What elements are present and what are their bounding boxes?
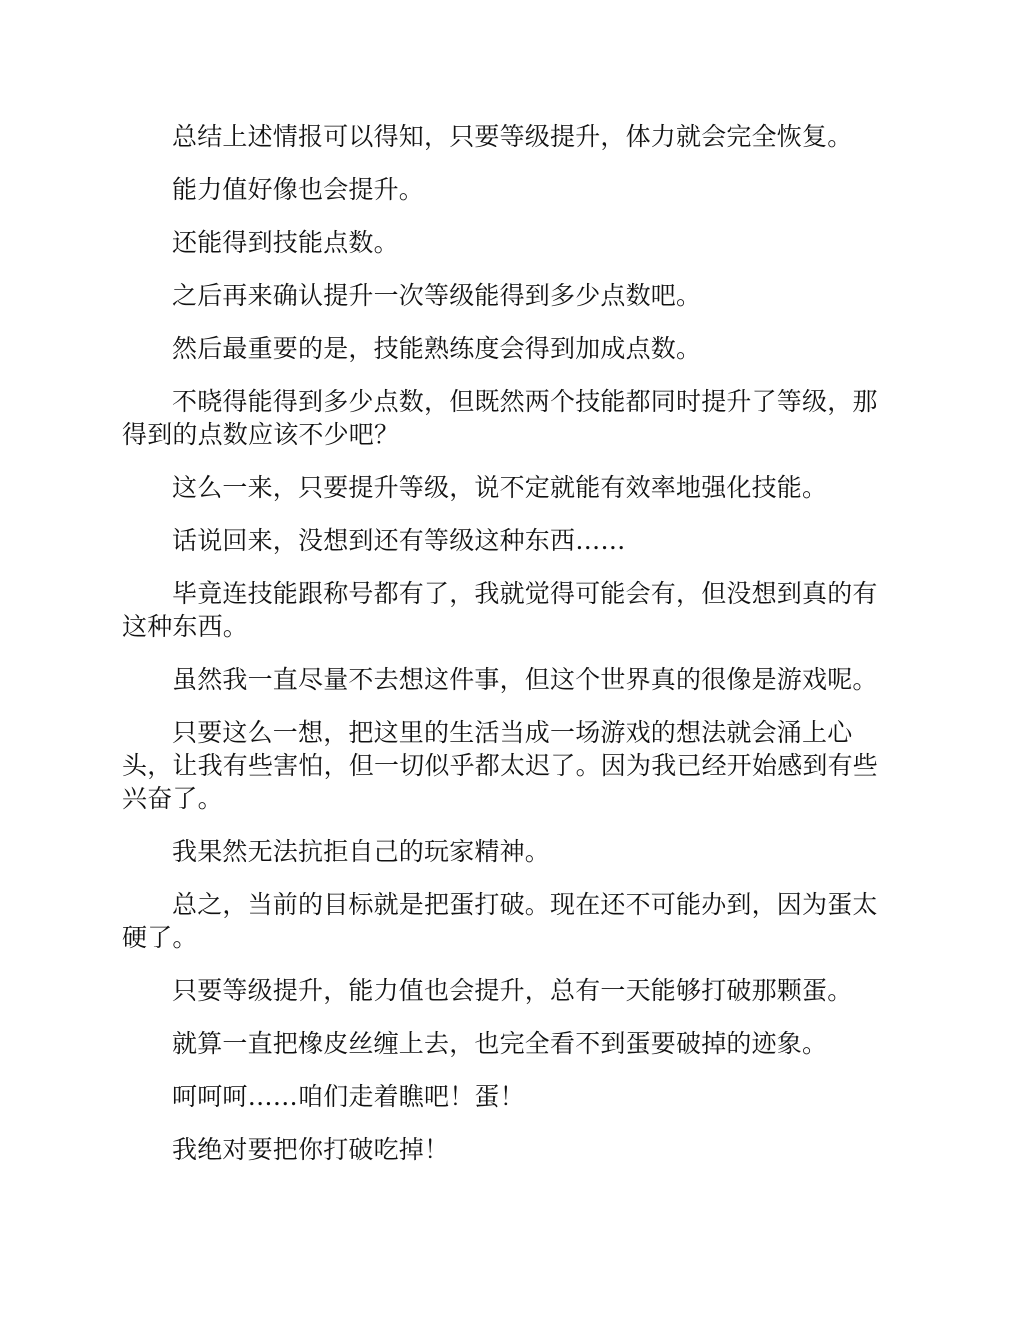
paragraph-17: 我绝对要把你打破吃掉！	[172, 1135, 450, 1164]
paragraph-1: 总结上述情报可以得知，只要等级提升，体力就会完全恢复。	[172, 122, 853, 151]
paragraph-9: 毕竟连技能跟称号都有了，我就觉得可能会有，但没想到真的有这种东西。	[122, 579, 878, 641]
paragraph-14: 只要等级提升，能力值也会提升，总有一天能够打破那颗蛋。	[172, 976, 853, 1005]
paragraph-11: 只要这么一想，把这里的生活当成一场游戏的想法就会涌上心头，让我有些害怕，但一切似乎都太迟了。因为我已经开始感到有些兴奋了。	[122, 718, 879, 813]
paragraph-16: 呵呵呵……咱们走着瞧吧！蛋！	[172, 1082, 525, 1111]
paragraph-10: 虽然我一直尽量不去想这件事，但这个世界真的很像是游戏呢。	[172, 665, 878, 694]
paragraph-12: 我果然无法抗拒自己的玩家精神。	[172, 837, 551, 866]
paragraph-6: 不晓得能得到多少点数，但既然两个技能都同时提升了等级，那得到的点数应该不少吧？	[122, 387, 878, 449]
paragraph-2: 能力值好像也会提升。	[172, 175, 425, 204]
paragraph-5: 然后最重要的是，技能熟练度会得到加成点数。	[172, 334, 702, 363]
paragraph-7: 这么一来，只要提升等级，说不定就能有效率地强化技能。	[172, 473, 828, 502]
paragraph-4: 之后再来确认提升一次等级能得到多少点数吧。	[172, 281, 702, 310]
paragraph-15: 就算一直把橡皮丝缠上去，也完全看不到蛋要破掉的迹象。	[172, 1029, 828, 1058]
paragraph-3: 还能得到技能点数。	[172, 228, 399, 257]
paragraph-8: 话说回来，没想到还有等级这种东西……	[172, 526, 626, 555]
paragraph-13: 总之，当前的目标就是把蛋打破。现在还不可能办到，因为蛋太硬了。	[122, 890, 878, 952]
